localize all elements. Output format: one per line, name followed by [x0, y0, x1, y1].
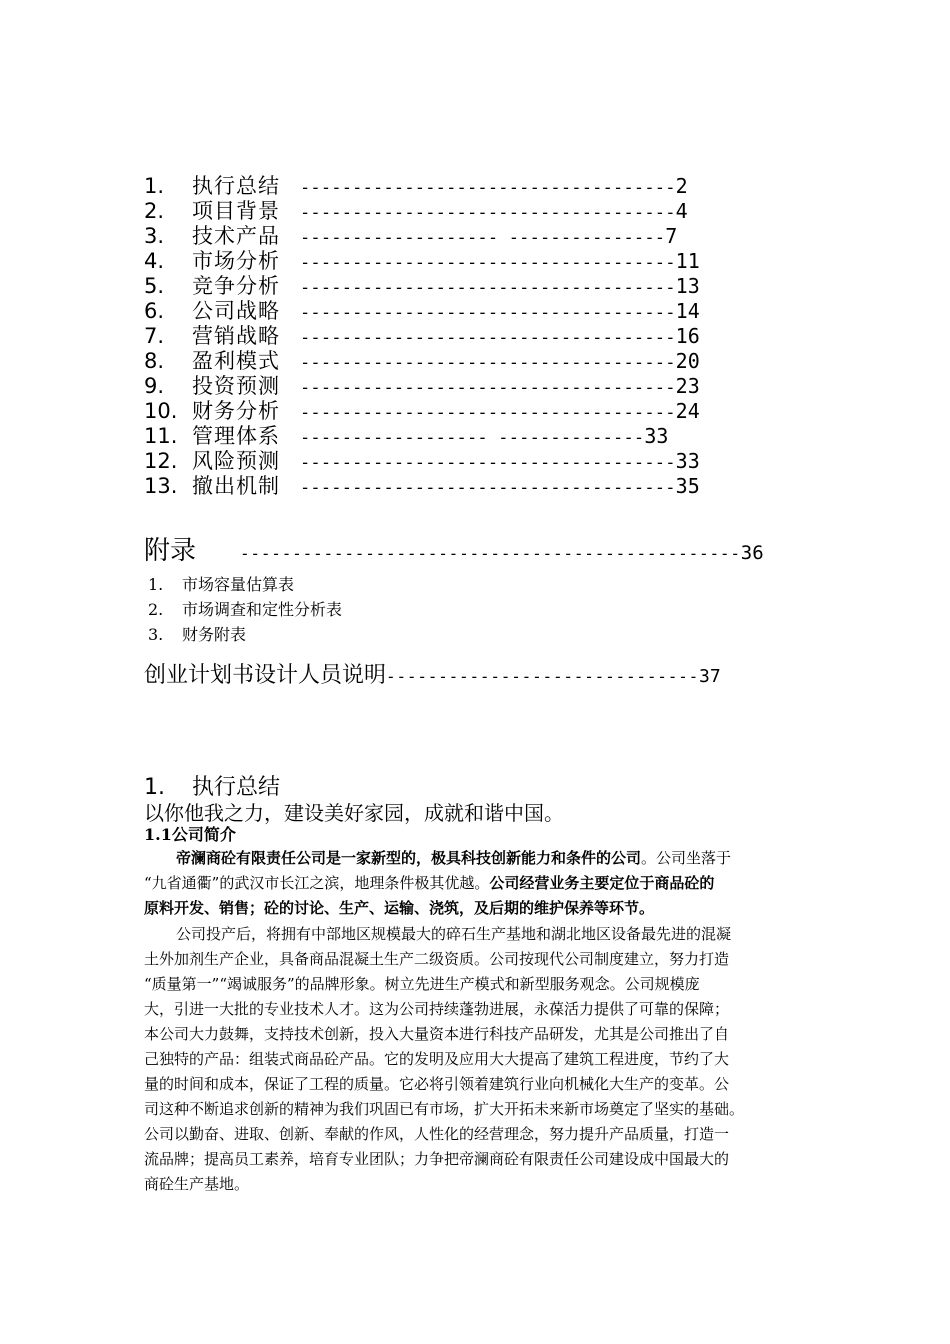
toc-leader: ------------------------------------	[300, 203, 676, 223]
toc-leader: ------------------------------------	[300, 178, 676, 198]
paragraph-line	[144, 846, 824, 871]
toc-title: 投资预测	[192, 374, 280, 398]
subsection-heading: 1.1公司简介	[144, 825, 236, 844]
toc-page: 35	[675, 474, 700, 498]
appendix-leader: ------------------------------------------------	[240, 544, 741, 563]
toc-title: 营销战略	[192, 324, 280, 348]
paragraph-line: 商砼生产基地。	[144, 1175, 250, 1193]
toc-entry	[144, 399, 744, 424]
toc-entry	[144, 174, 744, 199]
toc-number: 1.	[144, 174, 165, 198]
toc-number: 12.	[144, 449, 178, 473]
toc-entry	[144, 424, 744, 449]
toc-number: 13.	[144, 474, 178, 498]
paragraph-line: 本公司大力鼓舞，支持技术创新，投入大量资本进行科技产品研发，尤其是公司推出了自	[144, 1025, 730, 1043]
toc-number: 8.	[144, 349, 165, 373]
toc-leader: ------------------- ---------------	[300, 228, 666, 248]
toc-page: 14	[675, 299, 700, 323]
toc-page: 11	[675, 249, 700, 273]
toc-entry	[144, 374, 744, 399]
appendix-title: 附录	[144, 536, 197, 566]
plain-text: “九省通衢”的武汉市长江之滨，地理条件极其优越。	[144, 874, 490, 892]
toc-page: 23	[675, 374, 700, 398]
slogan: 以你他我之力，建设美好家园，成就和谐中国。	[144, 801, 564, 825]
toc-leader: ------------------------------------	[300, 303, 676, 323]
toc-entry	[144, 224, 744, 249]
plain-text: 。公司坐落于	[641, 849, 732, 867]
toc-leader: ------------------------------------	[300, 403, 676, 423]
toc-title: 竞争分析	[192, 274, 280, 298]
paragraph-body	[144, 922, 824, 1197]
toc-leader: ------------------ --------------	[300, 428, 645, 448]
toc-page: 33	[675, 449, 700, 473]
bold-text: 公司经营业务主要定位于商品砼的	[489, 874, 715, 892]
paragraph-line: 流品牌；提高员工素养，培育专业团队；力争把帝澜商砼有限责任公司建设成中国最大的	[144, 1150, 730, 1168]
paragraph-line: 量的时间和成本，保证了工程的质量。它必将引领着建筑行业向机械化大生产的变革。公	[144, 1075, 730, 1093]
paragraph-line: 大，引进一大批的专业技术人才。这为公司持续蓬勃进展，永葆活力提供了可靠的保障；	[144, 1000, 730, 1018]
appendix-item-label: 财务附表	[182, 625, 247, 644]
toc-entry	[144, 199, 744, 224]
toc-leader: ------------------------------------	[300, 478, 676, 498]
paragraph-line	[144, 896, 824, 921]
toc-entry	[144, 299, 744, 324]
toc-page: 13	[675, 274, 700, 298]
toc-entry	[144, 249, 744, 274]
toc-entry	[144, 274, 744, 299]
toc-number: 11.	[144, 424, 178, 448]
paragraph-line: 己独特的产品：组装式商品砼产品。它的发明及应用大大提高了建筑工程进度，节约了大	[144, 1050, 730, 1068]
toc-title: 撤出机制	[192, 474, 280, 498]
paragraph-intro	[144, 846, 824, 921]
toc-number: 4.	[144, 249, 165, 273]
toc-page: 20	[675, 349, 700, 373]
designer-note-title: 创业计划书设计人员说明	[144, 663, 387, 688]
bold-text: 帝澜商砼有限责任公司是一家新型的，极具科技创新能力和条件的公司	[176, 849, 642, 867]
paragraph-line: 土外加剂生产企业，具备商品混凝土生产二级资质。公司按现代公司制度建立，努力打造	[144, 950, 730, 968]
toc-number: 7.	[144, 324, 165, 348]
bold-text: 原料开发、销售；砼的讨论、生产、运输、浇筑，及后期的维护保养等环节。	[144, 899, 655, 917]
paragraph-line: “质量第一”“竭诚服务”的品牌形象。树立先进生产模式和新型服务观念。公司规模庞	[144, 975, 700, 993]
appendix-item-label: 市场调查和定性分析表	[182, 600, 343, 619]
toc-leader: ------------------------------------	[300, 378, 676, 398]
toc-title: 市场分析	[192, 249, 280, 273]
paragraph-line: 公司投产后，将拥有中部地区规模最大的碎石生产基地和湖北地区设备最先进的混凝	[176, 925, 732, 943]
appendix-item-number: 3.	[148, 625, 164, 644]
toc-title: 公司战略	[192, 299, 280, 323]
toc-leader: ------------------------------------	[300, 353, 676, 373]
toc-number: 10.	[144, 399, 178, 423]
toc-leader: ------------------------------------	[300, 253, 676, 273]
appendix-item	[148, 598, 342, 622]
appendix-item	[148, 623, 246, 647]
toc-leader: ------------------------------------	[300, 453, 676, 473]
paragraph-line: 司这种不断追求创新的精神为我们巩固已有市场，扩大开拓未来新市场奠定了坚实的基础。	[144, 1100, 745, 1118]
toc-entry	[144, 474, 744, 499]
toc-entry	[144, 349, 744, 374]
appendix-page: 36	[740, 542, 764, 564]
toc-entry	[144, 449, 744, 474]
toc-page: 2	[675, 174, 688, 198]
designer-note-page: 37	[699, 666, 721, 687]
appendix-item-number: 2.	[148, 600, 164, 619]
toc-number: 9.	[144, 374, 165, 398]
toc-number: 6.	[144, 299, 165, 323]
section-title: 执行总结	[192, 775, 281, 800]
appendix-item-number: 1.	[148, 575, 164, 594]
toc-entry	[144, 324, 744, 349]
appendix-item	[148, 573, 294, 597]
paragraph-line: 公司以勤奋、进取、创新、奉献的作风，人性化的经营理念，努力提升产品质量，打造一	[144, 1125, 730, 1143]
toc-number: 3.	[144, 224, 165, 248]
toc-title: 财务分析	[192, 399, 280, 423]
toc-title: 管理体系	[192, 424, 280, 448]
appendix-item-label: 市场容量估算表	[182, 575, 295, 594]
toc-leader: ------------------------------------	[300, 328, 676, 348]
toc-title: 风险预测	[192, 449, 280, 473]
designer-note-leader: ------------------------------	[386, 667, 699, 686]
designer-note-heading	[144, 658, 721, 689]
toc-page: 24	[675, 399, 700, 423]
toc-number: 2.	[144, 199, 165, 223]
toc-title: 盈利模式	[192, 349, 280, 373]
toc-page: 4	[675, 199, 688, 223]
toc-title: 执行总结	[192, 174, 280, 198]
toc-number: 5.	[144, 274, 165, 298]
toc-page: 16	[675, 324, 700, 348]
toc-page: 7	[665, 224, 678, 248]
toc-leader: ------------------------------------	[300, 278, 676, 298]
paragraph-line	[144, 871, 824, 896]
section-number: 1.	[144, 775, 165, 800]
toc-title: 技术产品	[192, 224, 280, 248]
toc-page: 33	[644, 424, 669, 448]
appendix-heading	[144, 530, 824, 567]
toc-title: 项目背景	[192, 199, 280, 223]
